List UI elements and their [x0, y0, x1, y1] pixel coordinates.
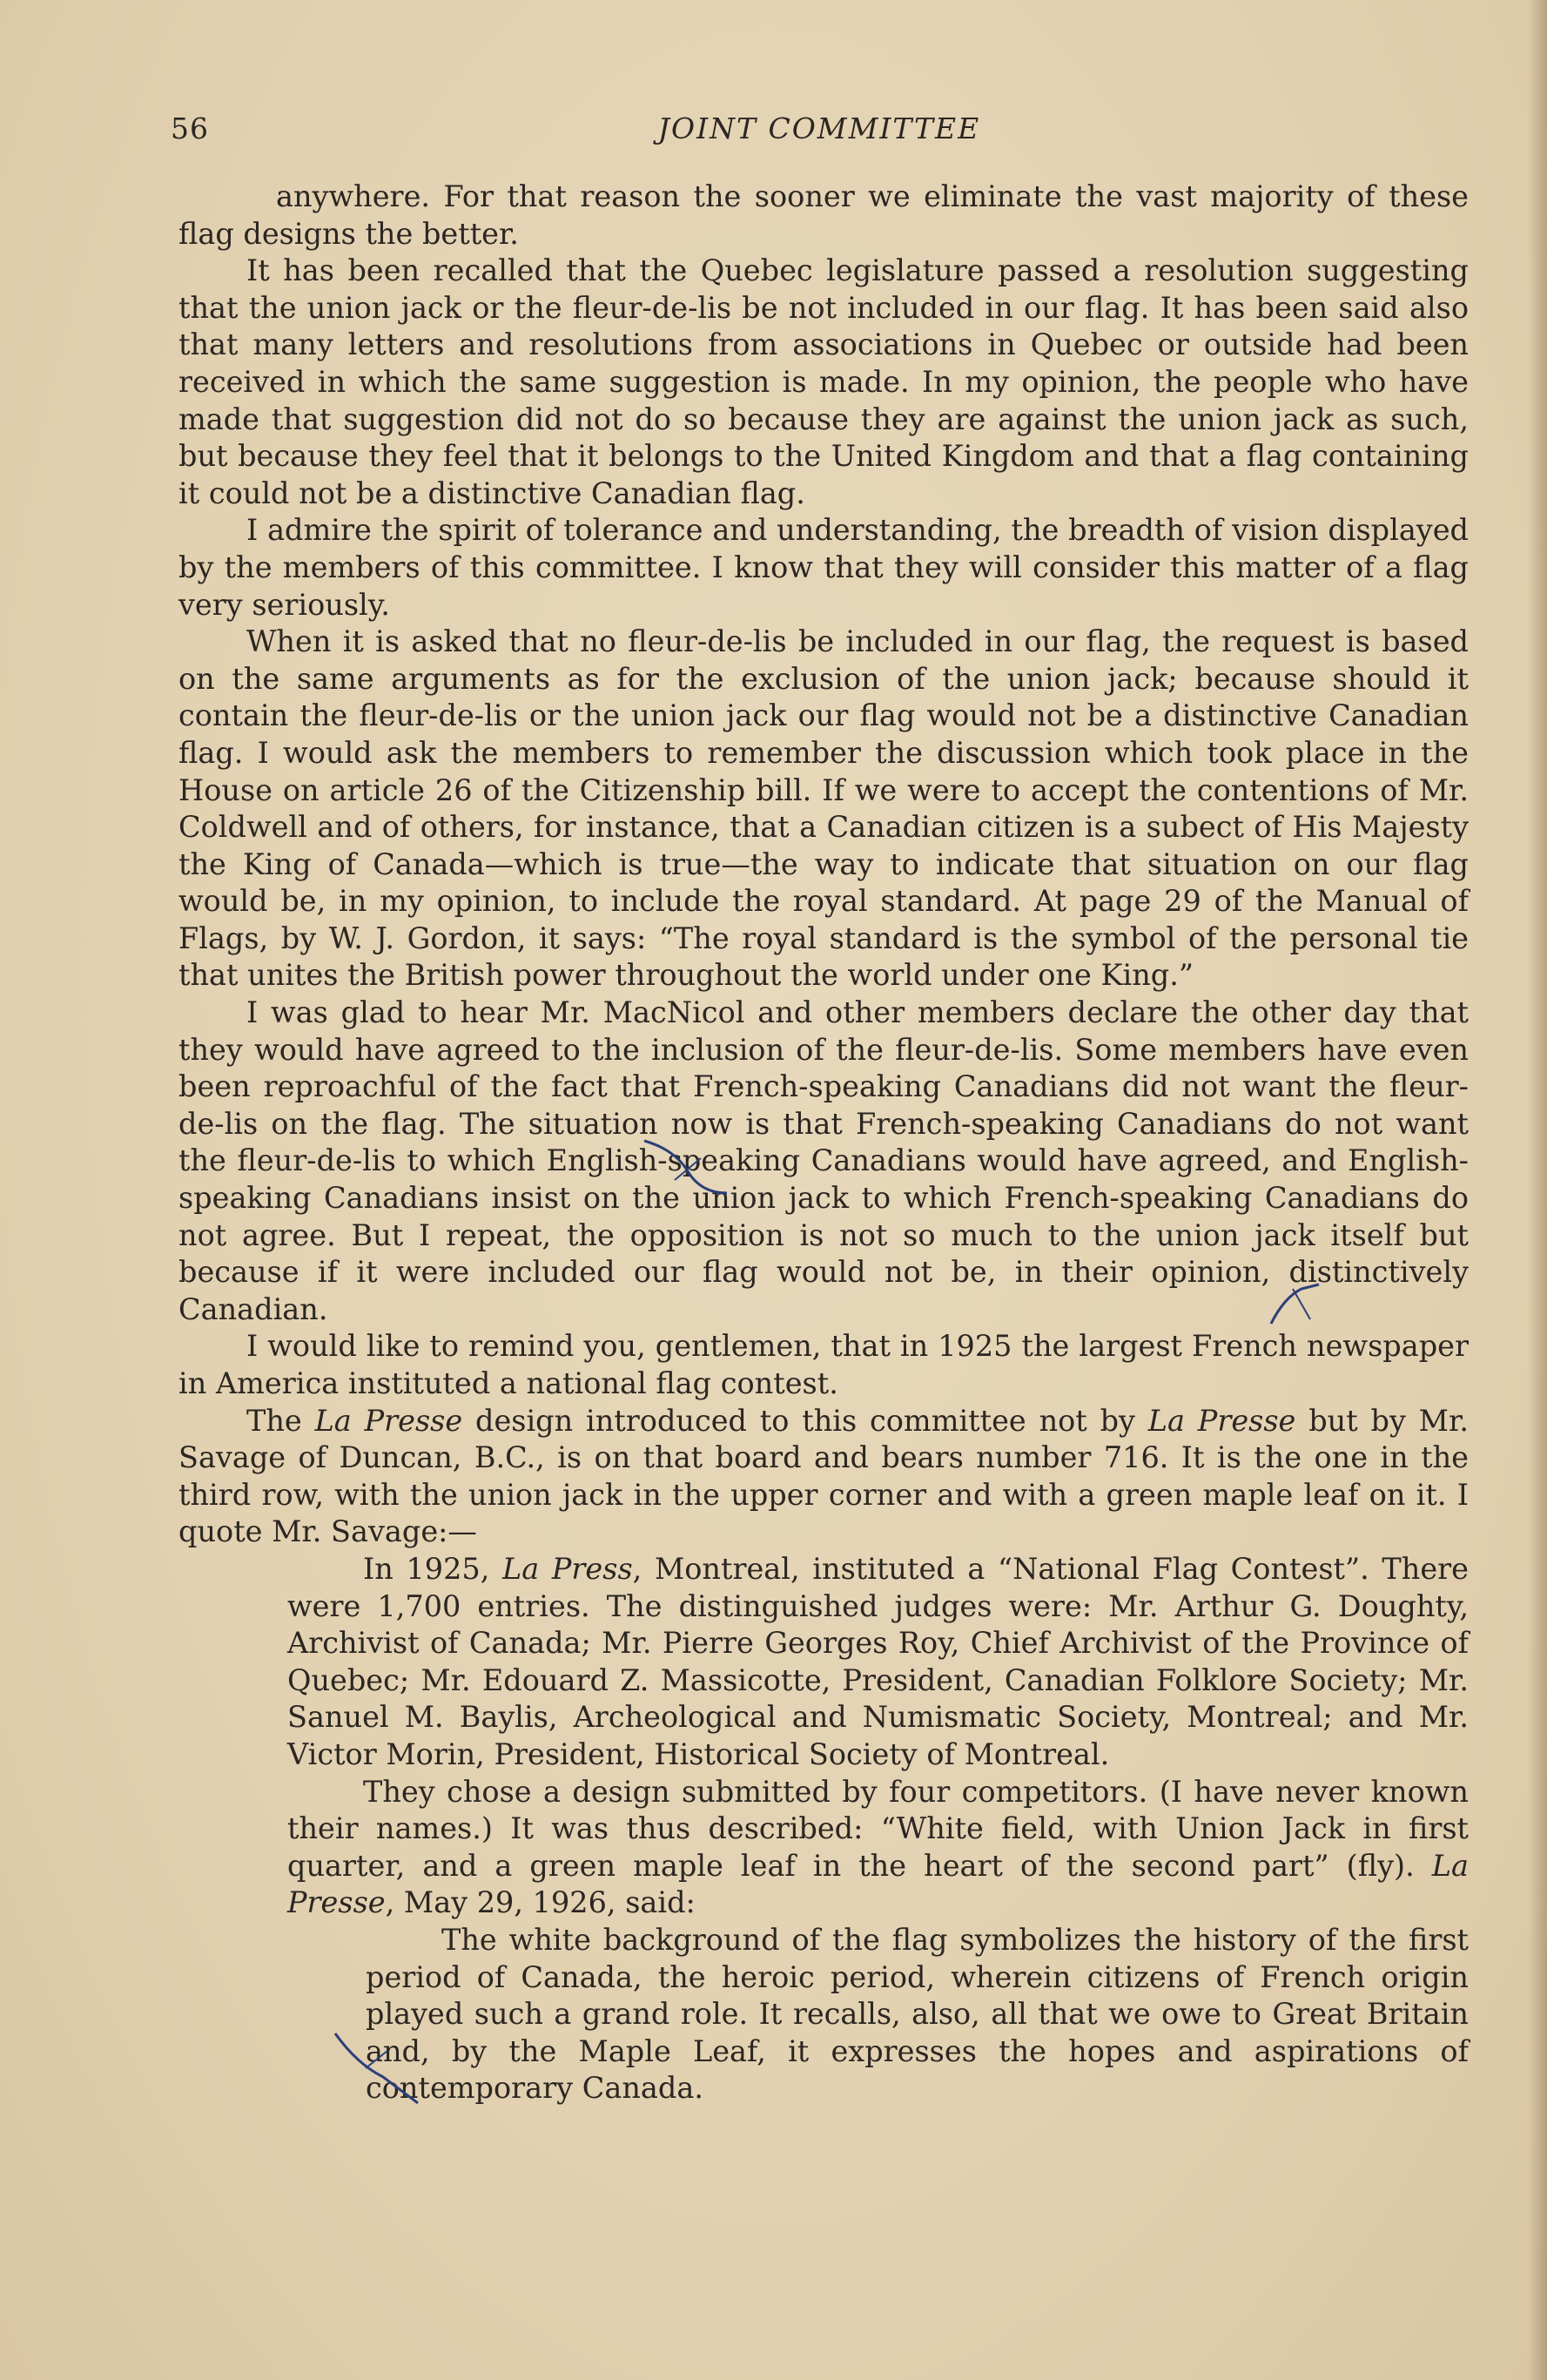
body-text: [178, 179, 1469, 2107]
page-number: 56: [171, 111, 209, 145]
paragraph-5: I was glad to hear Mr. MacNicol and other members declare the other day that they would have agreed to the inclusion of the fleur-de-lis. Some members have even been reproachful of the fact that French-speaking Canadians did not want the fleur-de-lis on the flag. The situation now is that French-speaking Canadians do not want the fleur-de-lis to which English-speaking Canadians would have agreed, and English-speaking Canadians insist on the union jack to which French-speaking Canadians do not agree. But I repeat, the opposition is not so much to the union jack itself but because if it were included our flag would not be, in their opinion, distinctively Canadian.: [178, 995, 1469, 1326]
italic-title: La Presse: [314, 1403, 463, 1438]
nested-quote-paragraph: The white background of the flag symbolizes the history of the first period of Canada, the heroic period, wherein citizens of French origin played such a grand role. It recalls, also, all that we owe to Great Britain and, by the Maple Leaf, it expresses the hopes and aspirations of contemporary Canada.: [366, 1922, 1469, 2106]
text-run: but by Mr. Savage of Duncan, B.C., is on that board and bears number 716. It is the one in the third row, with the union jack in the upper corner and with a green maple leaf on it. I quote Mr. Savage:—: [178, 1403, 1469, 1549]
text-run: design introduced to this committee not by: [462, 1403, 1148, 1438]
text-run: The: [246, 1403, 315, 1438]
paragraph-4: When it is asked that no fleur-de-lis be included in our flag, the request is based on the same arguments as for the exclusion of the union jack; because should it contain the fleur-de-lis or the union jack our flag would not be a distinctive Canadian flag. I would ask the members to remember the discussion which took place in the House on article 26 of the Citizenship bill. If we were to accept the contentions of Mr. Coldwell and of others, for instance, that a Canadian citizen is a subect of His Majesty the King of Canada—which is true—the way to indicate that situation on our flag would be, in my opinion, to include the royal standard. At page 29 of the Manual of Flags, by W. J. Gordon, it says: “The royal standard is the symbol of the personal tie that unites the British power throughout the world under one King.”: [178, 624, 1469, 993]
paragraph-3: I admire the spirit of tolerance and understanding, the breadth of vision displayed by the members of this committee. I know that they will consider this matter of a flag very seriously.: [178, 513, 1469, 622]
text-run: , May 29, 1926, said:: [385, 1885, 696, 1920]
running-head: JOINT COMMITTEE: [657, 111, 981, 145]
paragraph-1: anywhere. For that reason the sooner we eliminate the vast majority of these flag designs the better.: [178, 179, 1469, 251]
block-quote-paragraph-1: [287, 1551, 1469, 1774]
block-quote-paragraph-2: [287, 1774, 1469, 1922]
paragraph-7: [178, 1403, 1469, 1551]
paragraph-6: I would like to remind you, gentlemen, that in 1925 the largest French newspaper in America instituted a national flag contest.: [178, 1329, 1469, 1400]
italic-title: La Presse: [287, 1848, 1469, 1920]
paragraph-2: It has been recalled that the Quebec legislature passed a resolution suggesting that the union jack or the fleur-de-lis be not included in our flag. It has been said also that many letters and resolutions from associations in Quebec or outside had been received in which the same suggestion is made. In my opinion, the people who have made that suggestion did not do so because they are against the union jack as such, but because they feel that it belongs to the United Kingdom and that a flag containing it could not be a distinctive Canadian flag.: [178, 253, 1469, 510]
text-run: In 1925,: [363, 1551, 503, 1586]
text-run: , Montreal, instituted a “National Flag Contest”. There were 1,700 entries. The distinguished judges were: Mr. Arthur G. Doughty, Archivist of Canada; Mr. Pierre Georges Roy, Chief Archivist of the Province of Quebec; Mr. Edouard Z. Massicotte, President, Canadian Folklore Society; Mr. Sanuel M. Baylis, Archeological and Numismatic Society, Montreal; and Mr. Victor Morin, President, Historical Society of Montreal.: [287, 1551, 1469, 1771]
text-run: They chose a design submitted by four competitors. (I have never known their names.) It was thus described: “White field, with Union Jack in first quarter, and a green maple leaf in the heart of the second part” (fly).: [287, 1774, 1469, 1883]
page-edge-shadow: [1528, 0, 1547, 2380]
page-header: [171, 111, 1468, 155]
italic-title: La Presse: [1147, 1403, 1296, 1438]
italic-title: La Press: [502, 1551, 633, 1586]
